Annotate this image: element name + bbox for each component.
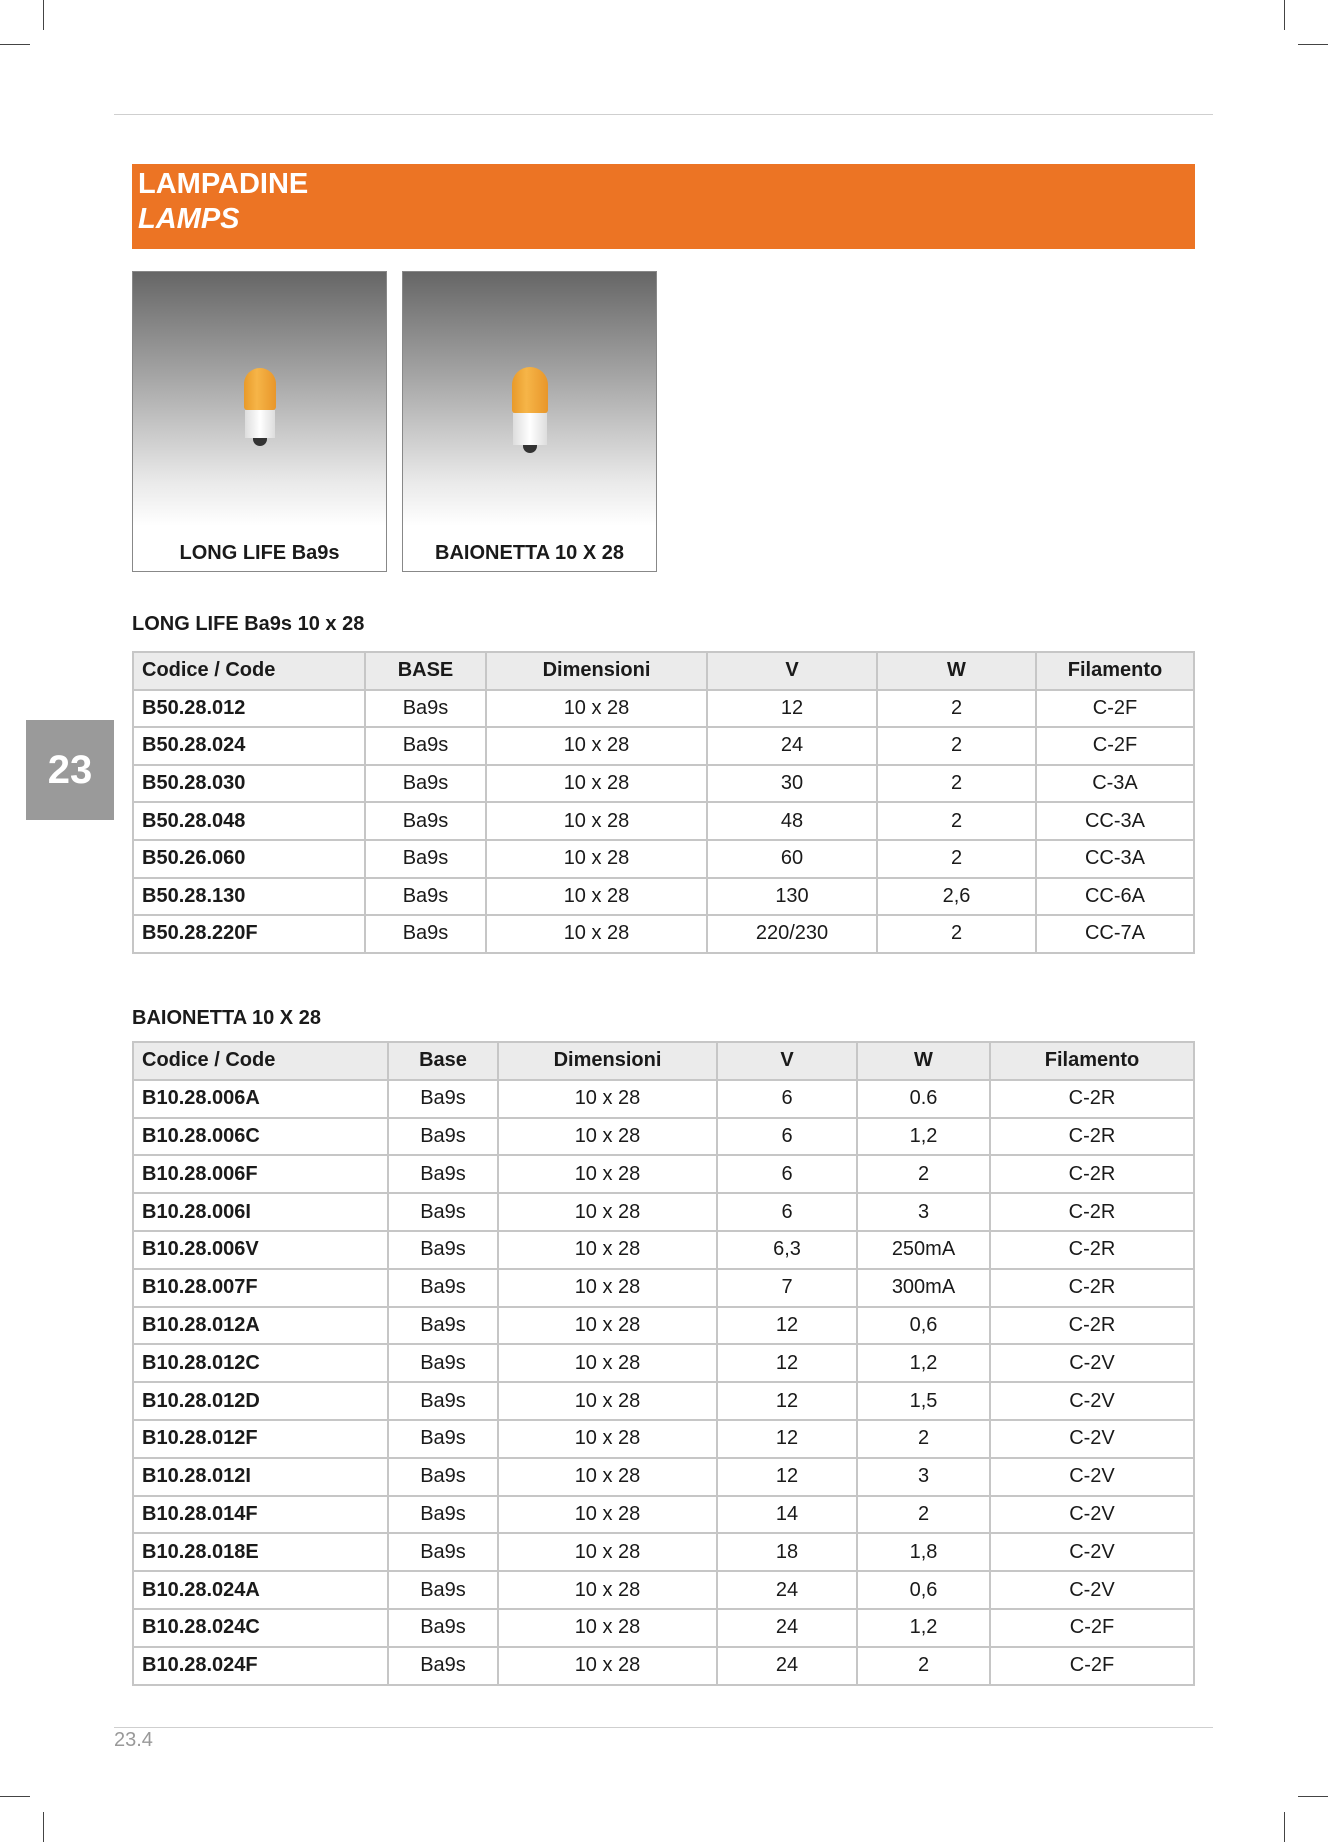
table-cell: B10.28.012D [133,1382,388,1420]
table-row [133,690,1194,728]
column-header: Dimensioni [498,1042,717,1080]
table-cell: 10 x 28 [486,840,707,878]
table-row [133,802,1194,840]
table-row [133,727,1194,765]
table-cell: C-2R [990,1118,1194,1156]
table-cell: 220/230 [707,915,877,953]
table-cell: 10 x 28 [498,1269,717,1307]
table-cell: 6 [717,1155,857,1193]
table-cell: CC-3A [1036,840,1194,878]
table-cell: 1,2 [857,1609,990,1647]
table-cell: 10 x 28 [486,765,707,803]
baionetta-table [132,1041,1195,1686]
table-cell: 12 [717,1344,857,1382]
column-header: V [717,1042,857,1080]
table-cell: 10 x 28 [498,1496,717,1534]
table-cell: Ba9s [388,1496,498,1534]
section-banner [132,164,1195,249]
table-cell: C-2F [990,1647,1194,1685]
table-cell: Ba9s [388,1307,498,1345]
table-cell: 7 [717,1269,857,1307]
table-cell: 0,6 [857,1307,990,1345]
table-cell: 10 x 28 [498,1344,717,1382]
table-row [133,1307,1194,1345]
table-cell: Ba9s [388,1344,498,1382]
column-header: BASE [365,652,486,690]
crop-mark [1298,44,1328,45]
table-cell: Ba9s [365,727,486,765]
table-cell: B10.28.012I [133,1458,388,1496]
table-cell: B50.28.024 [133,727,365,765]
column-header: Codice / Code [133,652,365,690]
table-cell: B10.28.006V [133,1231,388,1269]
table-cell: 12 [717,1307,857,1345]
table-cell: B10.28.024F [133,1647,388,1685]
table-cell: B10.28.018E [133,1533,388,1571]
table-cell: Ba9s [365,765,486,803]
table-cell: 3 [857,1193,990,1231]
table-cell: B50.26.060 [133,840,365,878]
table-row [133,1155,1194,1193]
table-cell: 10 x 28 [498,1307,717,1345]
table-cell: C-2R [990,1080,1194,1118]
table-cell: CC-7A [1036,915,1194,953]
table-cell: 0,6 [857,1571,990,1609]
table-cell: B50.28.220F [133,915,365,953]
table-cell: 10 x 28 [498,1420,717,1458]
table-cell: B10.28.024A [133,1571,388,1609]
long-life-table [132,651,1195,954]
table-cell: 10 x 28 [486,727,707,765]
table-cell: 2 [877,727,1036,765]
table-cell: 10 x 28 [498,1080,717,1118]
section-subtitle: LAMPS [138,203,240,235]
column-header: W [857,1042,990,1080]
table-cell: Ba9s [388,1118,498,1156]
table-cell: 6 [717,1080,857,1118]
table-cell: Ba9s [388,1458,498,1496]
table-cell: 14 [717,1496,857,1534]
table-cell: 12 [707,690,877,728]
column-header: Codice / Code [133,1042,388,1080]
table-row [133,1458,1194,1496]
table-cell: 1,2 [857,1344,990,1382]
table-cell: 250mA [857,1231,990,1269]
table-row [133,1647,1194,1685]
table-row [133,1533,1194,1571]
table-cell: 2,6 [877,878,1036,916]
table-cell: 10 x 28 [486,915,707,953]
table-row [133,915,1194,953]
product-caption: LONG LIFE Ba9s [179,542,340,564]
column-header: Filamento [1036,652,1194,690]
table-cell: CC-3A [1036,802,1194,840]
table-row [133,1193,1194,1231]
table-cell: 6 [717,1118,857,1156]
column-header: W [877,652,1036,690]
table-row [133,1571,1194,1609]
table-cell: 2 [857,1420,990,1458]
column-header: V [707,652,877,690]
table-cell: C-2V [990,1533,1194,1571]
table-cell: 300mA [857,1269,990,1307]
table-row [133,1420,1194,1458]
crop-mark [43,0,44,30]
table-cell: C-2F [1036,727,1194,765]
table-row [133,1118,1194,1156]
table-cell: 10 x 28 [486,802,707,840]
table-cell: C-2V [990,1458,1194,1496]
table-cell: 2 [877,915,1036,953]
table-cell: Ba9s [388,1533,498,1571]
table-cell: Ba9s [388,1647,498,1685]
table-cell: Ba9s [365,690,486,728]
column-header: Dimensioni [486,652,707,690]
column-header: Base [388,1042,498,1080]
table-cell: 12 [717,1382,857,1420]
table-cell: B50.28.130 [133,878,365,916]
table-cell: C-2V [990,1382,1194,1420]
table-cell: 10 x 28 [498,1571,717,1609]
table-cell: Ba9s [388,1269,498,1307]
table-cell: B10.28.012C [133,1344,388,1382]
crop-mark [43,1812,44,1842]
bottom-rule [114,1727,1213,1728]
table-cell: 10 x 28 [498,1231,717,1269]
table-cell: 60 [707,840,877,878]
table-cell: Ba9s [388,1155,498,1193]
table-cell: B50.28.030 [133,765,365,803]
table-cell: 2 [857,1647,990,1685]
table-cell: CC-6A [1036,878,1194,916]
page-number: 23.4 [114,1729,153,1751]
section-title: LAMPADINE [138,168,309,200]
table-cell: 2 [877,765,1036,803]
table-cell: 2 [877,802,1036,840]
table-cell: B10.28.014F [133,1496,388,1534]
table-cell: Ba9s [365,878,486,916]
table-cell: 130 [707,878,877,916]
table-title: BAIONETTA 10 X 28 [132,1007,321,1029]
table-cell: C-2R [990,1269,1194,1307]
lamp-bulb-icon [512,367,548,453]
table-cell: C-2V [990,1420,1194,1458]
column-header: Filamento [990,1042,1194,1080]
table-cell: Ba9s [388,1609,498,1647]
table-cell: C-2V [990,1344,1194,1382]
table-cell: Ba9s [388,1231,498,1269]
table-row [133,840,1194,878]
crop-mark [0,1796,30,1797]
table-row [133,1269,1194,1307]
table-cell: 24 [717,1609,857,1647]
table-cell: 30 [707,765,877,803]
table-cell: Ba9s [365,915,486,953]
table-cell: 10 x 28 [498,1118,717,1156]
table-cell: 18 [717,1533,857,1571]
table-cell: 10 x 28 [498,1533,717,1571]
table-cell: B50.28.012 [133,690,365,728]
table-row [133,1080,1194,1118]
lamp-bulb-icon [244,368,276,446]
table-row [133,765,1194,803]
table-row [133,1496,1194,1534]
table-cell: C-2F [990,1609,1194,1647]
table-cell: C-2R [990,1231,1194,1269]
table-cell: 10 x 28 [498,1193,717,1231]
table-row [133,1344,1194,1382]
table-cell: B10.28.006I [133,1193,388,1231]
table-cell: C-2V [990,1496,1194,1534]
table-cell: 3 [857,1458,990,1496]
table-cell: B10.28.012F [133,1420,388,1458]
table-cell: 12 [717,1420,857,1458]
table-cell: Ba9s [388,1080,498,1118]
crop-mark [1284,0,1285,30]
table-cell: Ba9s [388,1571,498,1609]
table-cell: 1,8 [857,1533,990,1571]
table-cell: 24 [717,1647,857,1685]
table-cell: 6 [717,1193,857,1231]
table-row [133,1231,1194,1269]
table-cell: 1,5 [857,1382,990,1420]
table-cell: C-2R [990,1307,1194,1345]
table-cell: B10.28.012A [133,1307,388,1345]
table-cell: 2 [877,840,1036,878]
table-row [133,1609,1194,1647]
table-cell: B10.28.024C [133,1609,388,1647]
table-cell: 2 [857,1496,990,1534]
table-cell: 10 x 28 [486,878,707,916]
table-cell: Ba9s [388,1193,498,1231]
table-cell: 10 x 28 [498,1609,717,1647]
product-caption: BAIONETTA 10 X 28 [435,542,624,564]
chapter-tab: 23 [26,720,114,820]
table-cell: 10 x 28 [498,1155,717,1193]
table-cell: B50.28.048 [133,802,365,840]
table-cell: B10.28.006A [133,1080,388,1118]
table-cell: 6,3 [717,1231,857,1269]
table-cell: Ba9s [388,1420,498,1458]
table-row [133,1382,1194,1420]
crop-mark [1284,1812,1285,1842]
table-row [133,878,1194,916]
table-cell: C-3A [1036,765,1194,803]
table-cell: 10 x 28 [486,690,707,728]
table-cell: B10.28.006C [133,1118,388,1156]
product-image-baionetta [402,271,657,572]
table-cell: C-2F [1036,690,1194,728]
table-cell: 1,2 [857,1118,990,1156]
table-cell: 48 [707,802,877,840]
table-cell: 10 x 28 [498,1382,717,1420]
table-cell: C-2R [990,1193,1194,1231]
table-cell: B10.28.006F [133,1155,388,1193]
table-cell: Ba9s [365,802,486,840]
table-cell: 12 [717,1458,857,1496]
table-cell: C-2V [990,1571,1194,1609]
table-cell: 24 [717,1571,857,1609]
table-cell: B10.28.007F [133,1269,388,1307]
table-cell: 10 x 28 [498,1458,717,1496]
product-image-long-life [132,271,387,572]
table-cell: 2 [877,690,1036,728]
crop-mark [1298,1796,1328,1797]
crop-mark [0,44,30,45]
table-cell: 24 [707,727,877,765]
table-title: LONG LIFE Ba9s 10 x 28 [132,613,365,635]
table-cell: Ba9s [388,1382,498,1420]
table-cell: C-2R [990,1155,1194,1193]
top-rule [114,114,1213,115]
table-cell: 0.6 [857,1080,990,1118]
table-cell: 2 [857,1155,990,1193]
table-cell: 10 x 28 [498,1647,717,1685]
table-cell: Ba9s [365,840,486,878]
